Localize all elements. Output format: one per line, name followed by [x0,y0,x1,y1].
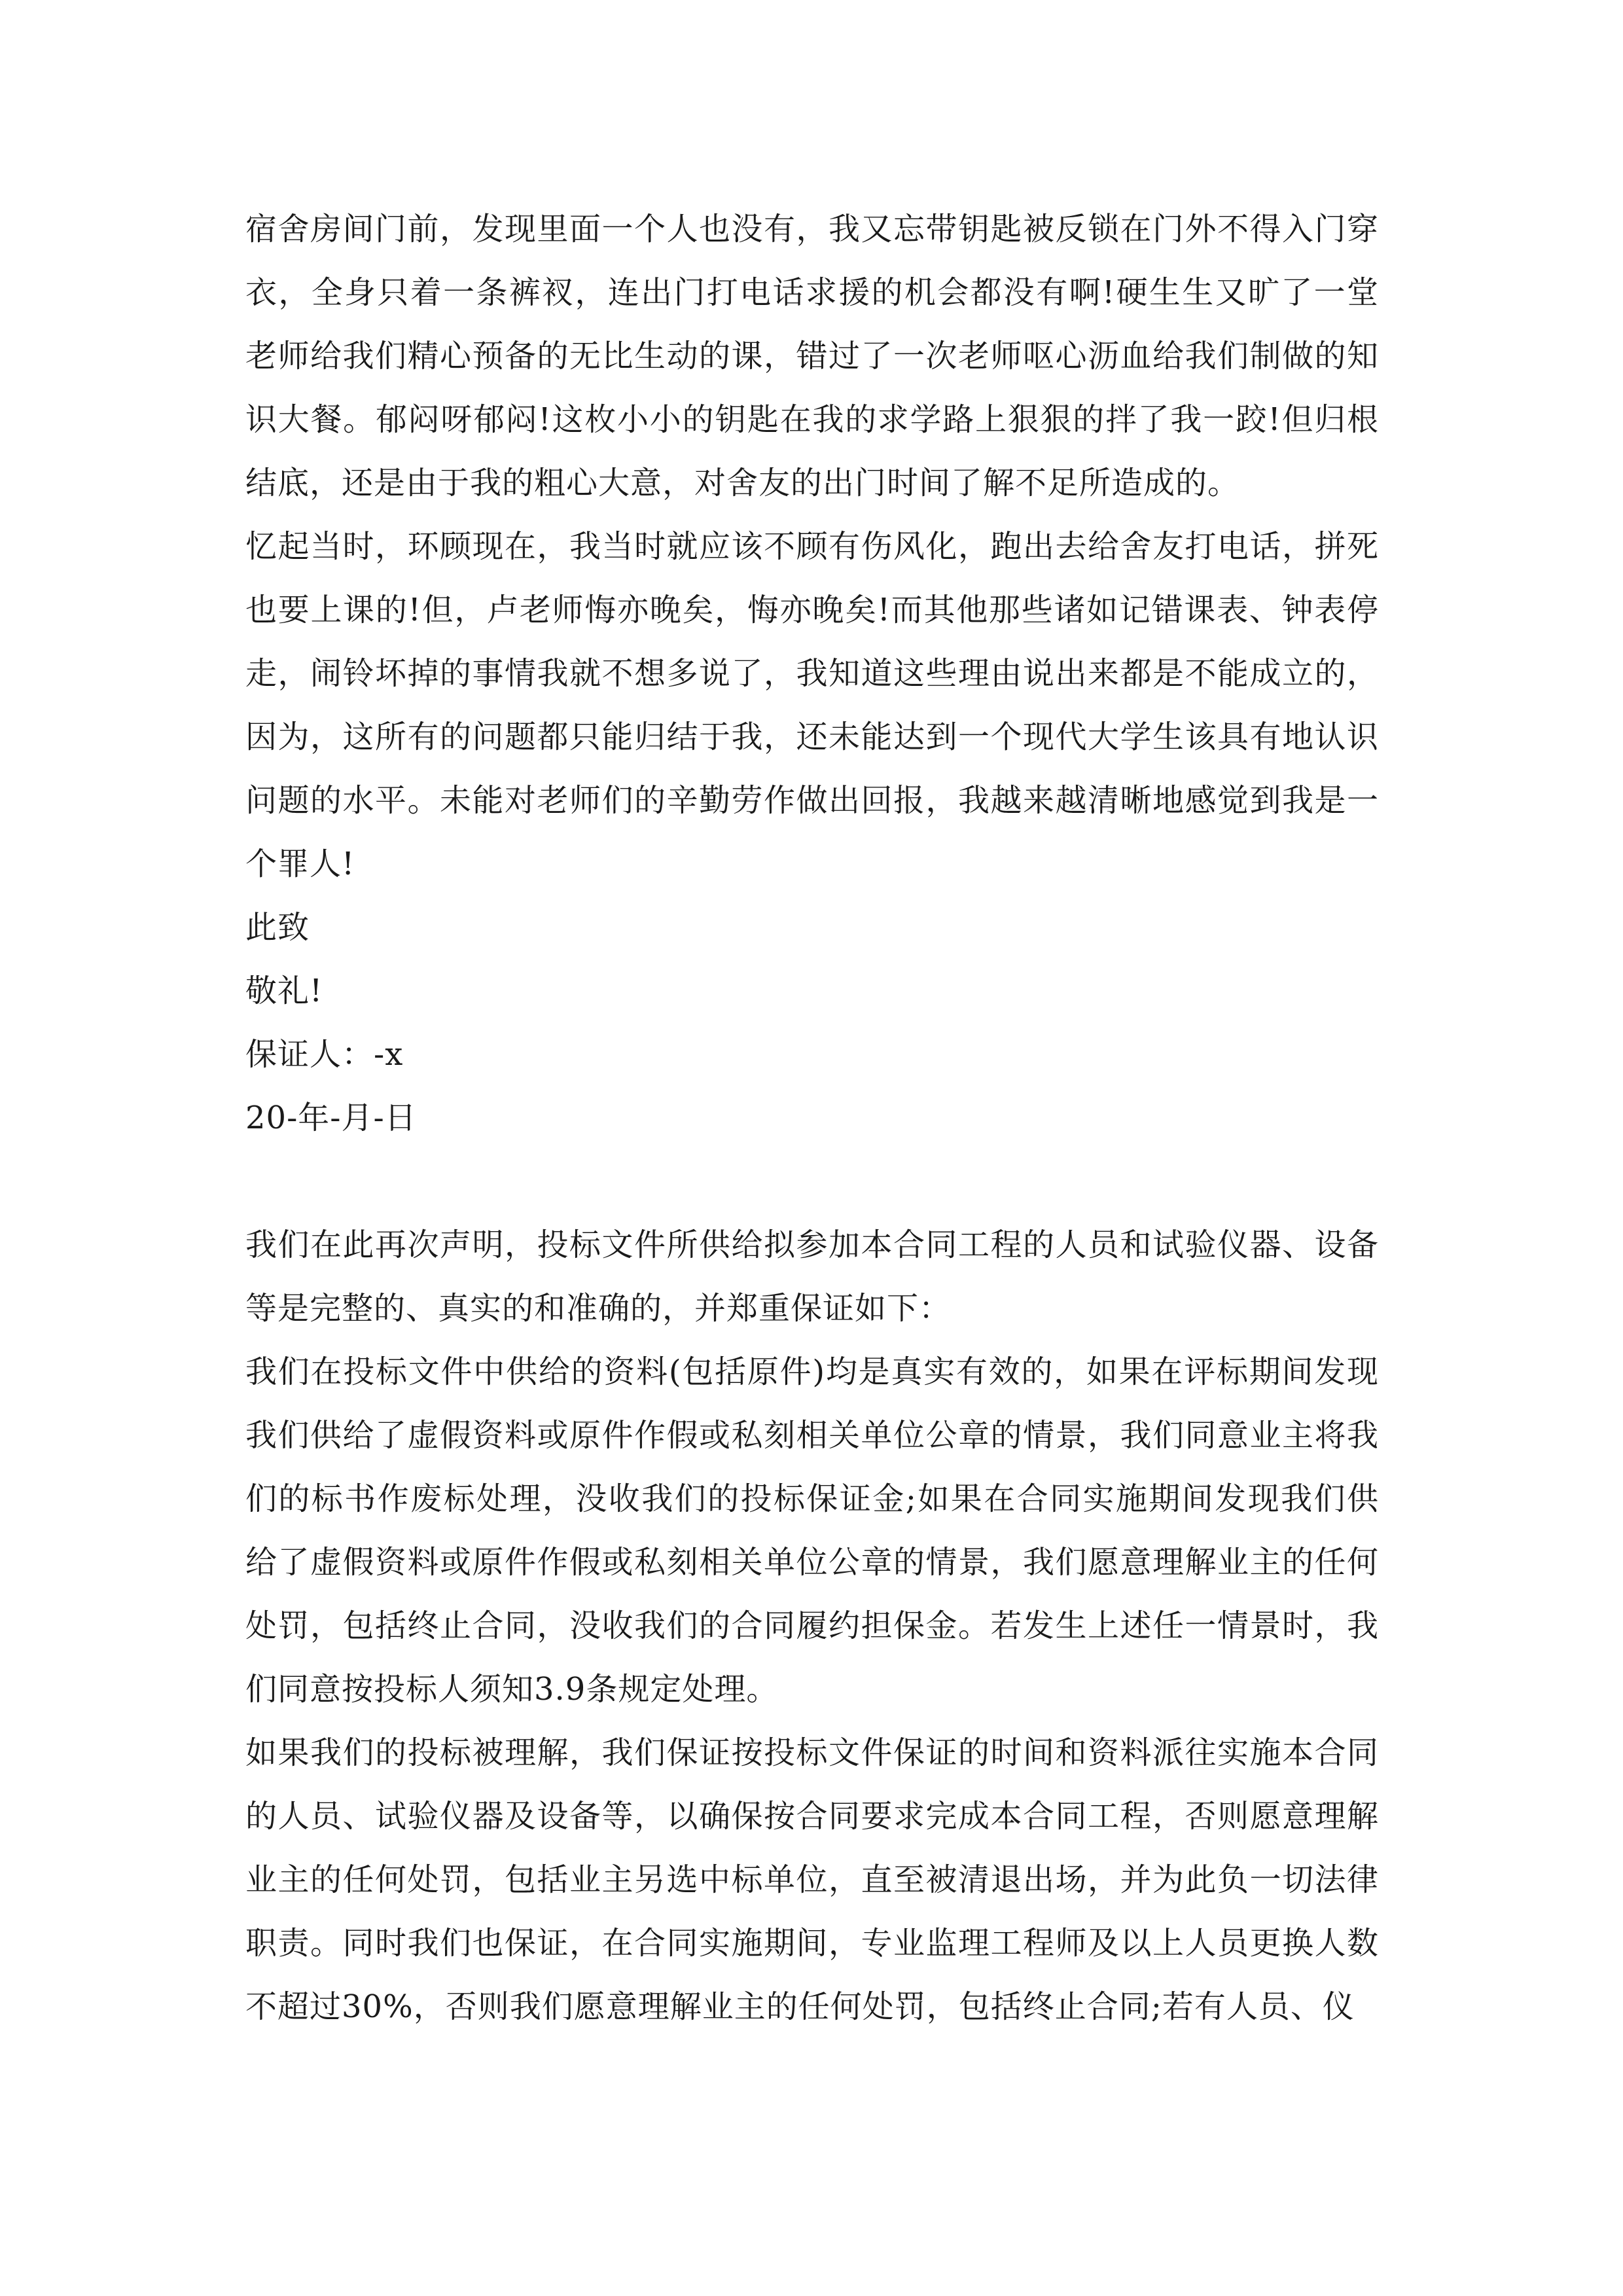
section-gap [245,1150,1379,1213]
closing-line: 此致 [245,909,310,946]
paragraph-declaration: 我们在此再次声明，投标文件所供给拟参加本合同工程的人员和试验仪器、设备等是完整的、真实的和准确的，并郑重保证如下： [245,1227,1379,1327]
paragraph-1: 宿舍房间门前，发现里面一个人也没有，我又忘带钥匙被反锁在门外不得入门穿衣，全身只着一条裤衩，连出门打电话求援的机会都没有啊!硬生生又旷了一堂老师给我们精心预备的无比生动的课，错过了一次老师呕心沥血给我们制做的知识大餐。郁闷呀郁闷!这枚小小的钥匙在我的求学路上狠狠的拌了我一跤!但归根结底，还是由于我的粗心大意，对舍友的出门时间了解不足所造成的。 [245,211,1379,501]
letter-of-apology [245,198,1379,1150]
paragraph-personnel: 如果我们的投标被理解，我们保证按投标文件保证的时间和资料派往实施本合同的人员、试验仪器及设备等，以确保按合同要求完成本合同工程，否则愿意理解业主的任何处罚，包括业主另选中标单位，直至被清退出场，并为此负一切法律职责。同时我们也保证，在合同实施期间，专业监理工程师及以上人员更换人数不超过30%，否则我们愿意理解业主的任何处罚，包括终止合同;若有人员、仪 [245,1734,1379,2025]
date-line: 20-年-月-日 [245,1100,417,1136]
guarantor-line: 保证人：-x [245,1036,404,1073]
bid-guarantee-statement [245,1213,1379,2039]
paragraph-2: 忆起当时，环顾现在，我当时就应该不顾有伤风化，跑出去给舍友打电话，拼死也要上课的!但，卢老师悔亦晚矣，悔亦晚矣!而其他那些诸如记错课表、钟表停走，闹铃坏掉的事情我就不想多说了，我知道这些理由说出来都是不能成立的，因为，这所有的问题都只能归结于我，还未能达到一个现代大学生该具有地认识问题的水平。未能对老师们的辛勤劳作做出回报，我越来越清晰地感觉到我是一个罪人! [245,528,1379,882]
paragraph-materials: 我们在投标文件中供给的资料(包括原件)均是真实有效的，如果在评标期间发现我们供给了虚假资料或原件作假或私刻相关单位公章的情景，我们同意业主将我们的标书作废标处理，没收我们的投标保证金;如果在合同实施期间发现我们供给了虚假资料或原件作假或私刻相关单位公章的情景，我们愿意理解业主的任何处罚，包括终止合同，没收我们的合同履约担保金。若发生上述任一情景时，我们同意按投标人须知3.9条规定处理。 [245,1354,1379,1708]
document-body [245,198,1379,2039]
salutation-line: 敬礼! [245,973,323,1009]
